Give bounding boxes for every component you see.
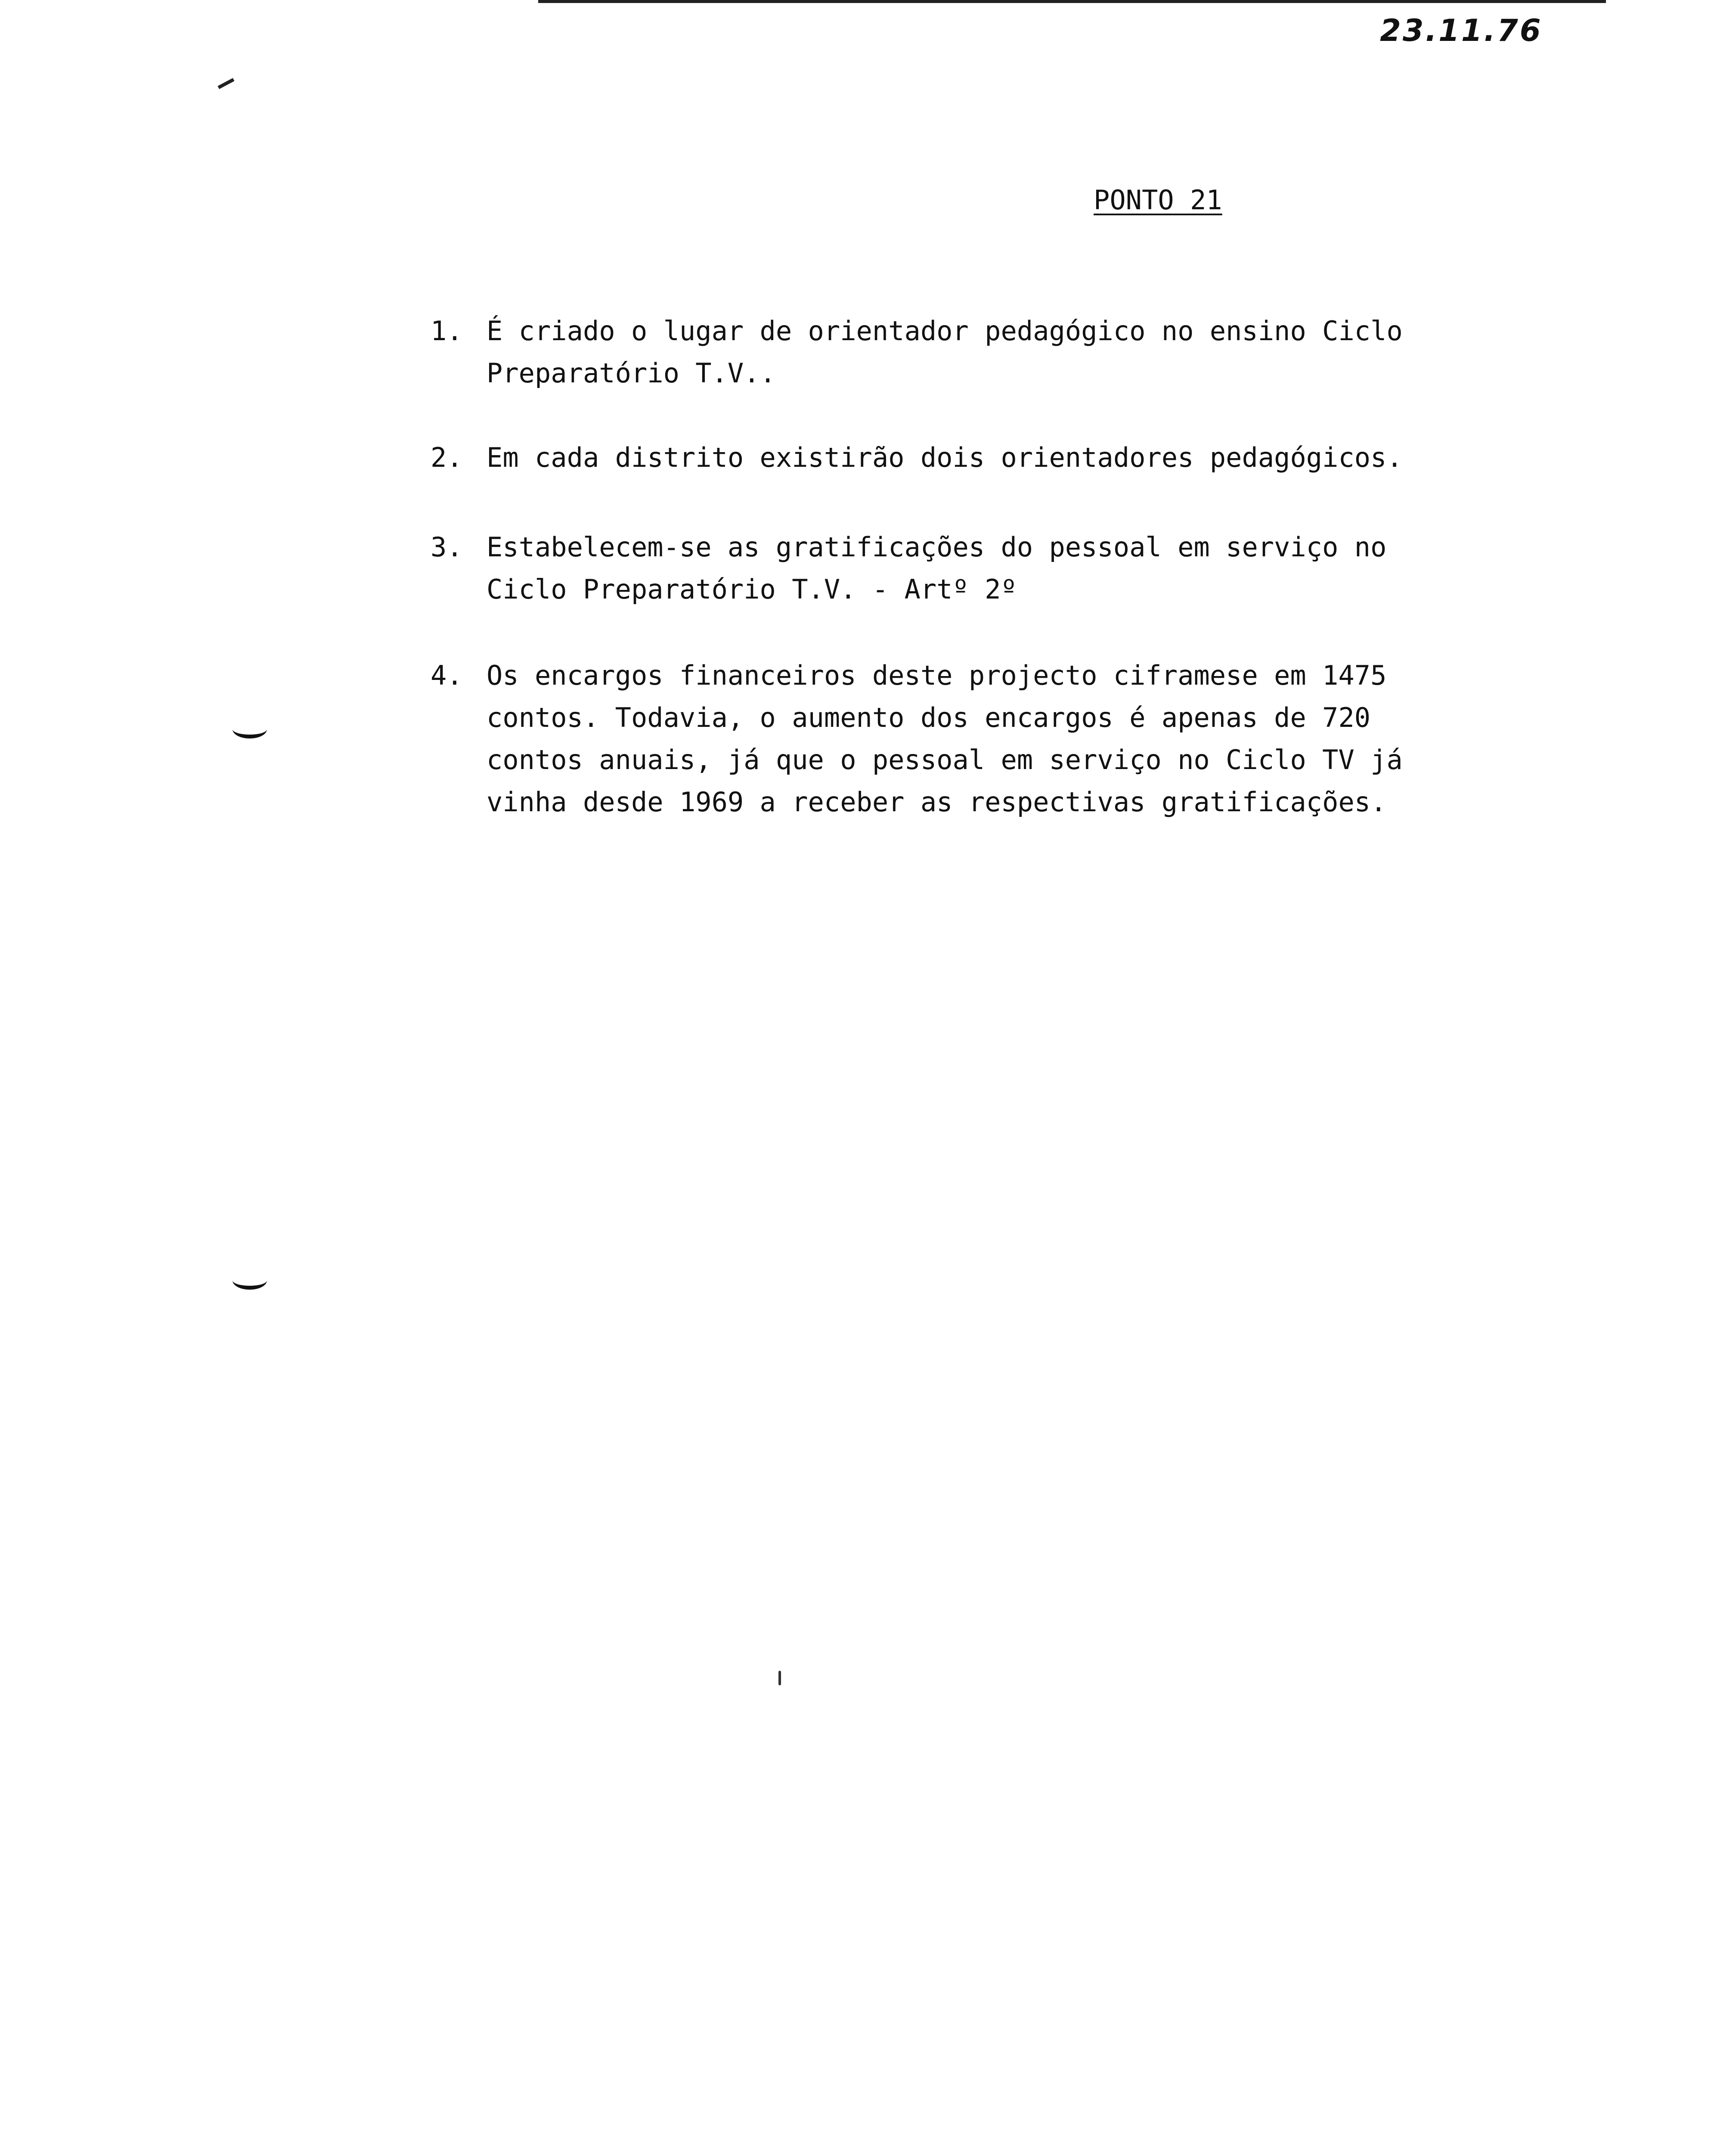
corner-scribble-mark xyxy=(217,78,234,89)
list-item-number: 4. xyxy=(431,660,463,691)
list-item-number: 3. xyxy=(431,531,463,563)
handwritten-date-stamp: 23.11.76 xyxy=(1380,13,1543,48)
list-item-line: contos anuais, já que o pessoal em serviço no Ciclo TV já xyxy=(487,744,1403,776)
list-item-3 xyxy=(431,526,1593,611)
list-item-4 xyxy=(431,655,1593,823)
list-item-line: Em cada distrito existirão dois orientadores pedagógicos. xyxy=(487,442,1403,473)
list-item-line: Estabelecem-se as gratificações do pessoal em serviço no xyxy=(487,531,1387,563)
list-item-line: Os encargos financeiros deste projecto ciframese em 1475 xyxy=(487,660,1387,691)
list-item-line: É criado o lugar de orientador pedagógico no ensino Ciclo xyxy=(487,315,1403,347)
margin-check-mark xyxy=(232,1271,267,1290)
page-heading: PONTO 21 xyxy=(1094,184,1222,216)
list-item-line: Ciclo Preparatório T.V. - Artº 2º xyxy=(487,574,1017,605)
list-item-1 xyxy=(431,310,1593,394)
list-item-number: 2. xyxy=(431,442,463,473)
stray-ink-mark xyxy=(778,1671,781,1685)
top-rule xyxy=(538,0,1606,3)
list-item-line: Preparatório T.V.. xyxy=(487,357,776,389)
margin-check-mark xyxy=(232,720,267,738)
list-item-2 xyxy=(431,437,1593,479)
list-item-number: 1. xyxy=(431,315,463,347)
list-item-line: contos. Todavia, o aumento dos encargos é apenas de 720 xyxy=(487,702,1370,733)
list-item-line: vinha desde 1969 a receber as respectivas gratificações. xyxy=(487,786,1387,818)
